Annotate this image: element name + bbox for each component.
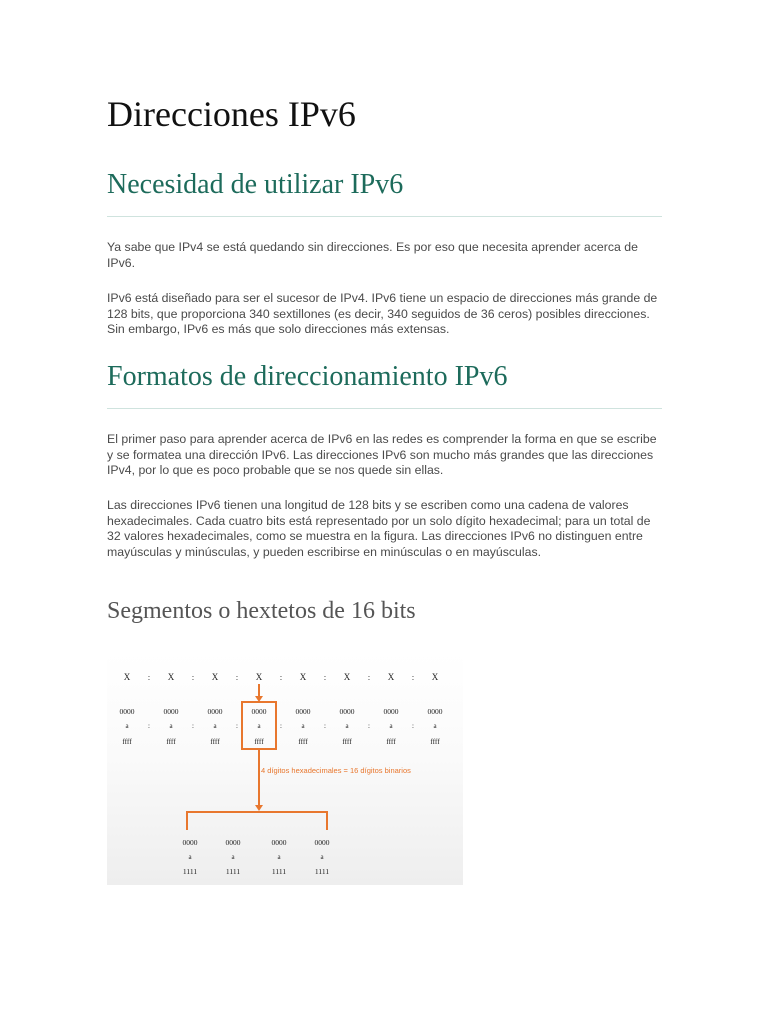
- segment-label: X: [211, 672, 219, 682]
- range-symbol: a: [301, 722, 305, 730]
- range-symbol: a: [277, 853, 281, 861]
- hextet-low: 0000: [339, 707, 355, 716]
- range-symbol: a: [188, 853, 192, 861]
- arrow-head: [255, 805, 263, 811]
- separator: :: [323, 673, 327, 682]
- section-divider: [107, 216, 662, 217]
- section-heading-need: Necesidad de utilizar IPv6: [107, 169, 404, 200]
- binary-low: 0000: [271, 838, 287, 847]
- separator: :: [235, 673, 239, 682]
- separator: :: [324, 722, 326, 730]
- hextet-high: ffff: [122, 737, 132, 746]
- segment-label: X: [255, 672, 263, 682]
- hextet-high: ffff: [298, 737, 308, 746]
- segment-label: X: [299, 672, 307, 682]
- binary-high: 1111: [271, 867, 287, 876]
- range-symbol: a: [345, 722, 349, 730]
- hextet-high: ffff: [342, 737, 352, 746]
- binary-low: 0000: [314, 838, 330, 847]
- hextet-low: 0000: [427, 707, 443, 716]
- hextet-low: 0000: [163, 707, 179, 716]
- paragraph: Ya sabe que IPv4 se está quedando sin direcciones. Es por eso que necesita aprender acerca de IPv6.: [107, 240, 638, 270]
- segment-label: X: [387, 672, 395, 682]
- separator: :: [280, 722, 282, 730]
- binary-high: 1111: [314, 867, 330, 876]
- separator: :: [367, 673, 371, 682]
- section-divider: [107, 408, 662, 409]
- figure-note: 4 dígitos hexadecimales = 16 dígitos binarios: [261, 766, 411, 775]
- range-symbol: a: [231, 853, 235, 861]
- range-symbol: a: [433, 722, 437, 730]
- hextet-low: 0000: [295, 707, 311, 716]
- paragraph: IPv6 está diseñado para ser el sucesor de IPv4. IPv6 tiene un espacio de direcciones más grande de 128 bits, que proporciona 340 sextillones (es decir, 340 seguidos de 36 ceros) posibles direcciones. Sin embargo, IPv6 es más que solo direcciones más extensas.: [107, 291, 658, 337]
- separator: :: [148, 722, 150, 730]
- range-symbol: a: [257, 722, 261, 730]
- range-symbol: a: [389, 722, 393, 730]
- separator: :: [279, 673, 283, 682]
- hextet-high: ffff: [210, 737, 220, 746]
- segment-label: X: [343, 672, 351, 682]
- segment-label: X: [167, 672, 175, 682]
- hextet-high: ffff: [166, 737, 176, 746]
- binary-high: 1111: [182, 867, 198, 876]
- page-title: Direcciones IPv6: [107, 94, 356, 134]
- range-symbol: a: [125, 722, 129, 730]
- segment-label: X: [123, 672, 131, 682]
- hextet-low: 0000: [119, 707, 135, 716]
- range-symbol: a: [169, 722, 173, 730]
- binary-low: 0000: [182, 838, 198, 847]
- hextet-low: 0000: [251, 707, 267, 716]
- separator: :: [368, 722, 370, 730]
- hextet-high: ffff: [430, 737, 440, 746]
- binary-high: 1111: [225, 867, 241, 876]
- hextet-low: 0000: [207, 707, 223, 716]
- separator: :: [147, 673, 151, 682]
- binary-low: 0000: [225, 838, 241, 847]
- separator: :: [236, 722, 238, 730]
- segment-label: X: [431, 672, 439, 682]
- separator: :: [192, 722, 194, 730]
- separator: :: [191, 673, 195, 682]
- range-symbol: a: [213, 722, 217, 730]
- separator: :: [412, 722, 414, 730]
- figure-subheading: Segmentos o hextetos de 16 bits: [107, 598, 416, 624]
- hextet-high: ffff: [386, 737, 396, 746]
- range-symbol: a: [320, 853, 324, 861]
- hextet-high: ffff: [254, 737, 264, 746]
- section-heading-formats: Formatos de direccionamiento IPv6: [107, 361, 508, 392]
- paragraph: Las direcciones IPv6 tienen una longitud de 128 bits y se escriben como una cadena de valores hexadecimales. Cada cuatro bits está representado por un solo dígito hexadecimal; para un total de 32 valores hexadecimales, como se muestra en la figura. Las direcciones IPv6 no distinguen entre mayúsculas y minúsculas, y pueden escribirse en minúsculas o en mayúsculas.: [107, 498, 651, 559]
- paragraph: El primer paso para aprender acerca de IPv6 en las redes es comprender la forma en que se escribe y se formatea una dirección IPv6. Las direcciones IPv6 son mucho más grandes que las direcciones IPv4, por lo que es poco probable que se nos quede sin ellas.: [107, 432, 657, 478]
- separator: :: [411, 673, 415, 682]
- hextet-figure: [107, 652, 463, 885]
- hextet-low: 0000: [383, 707, 399, 716]
